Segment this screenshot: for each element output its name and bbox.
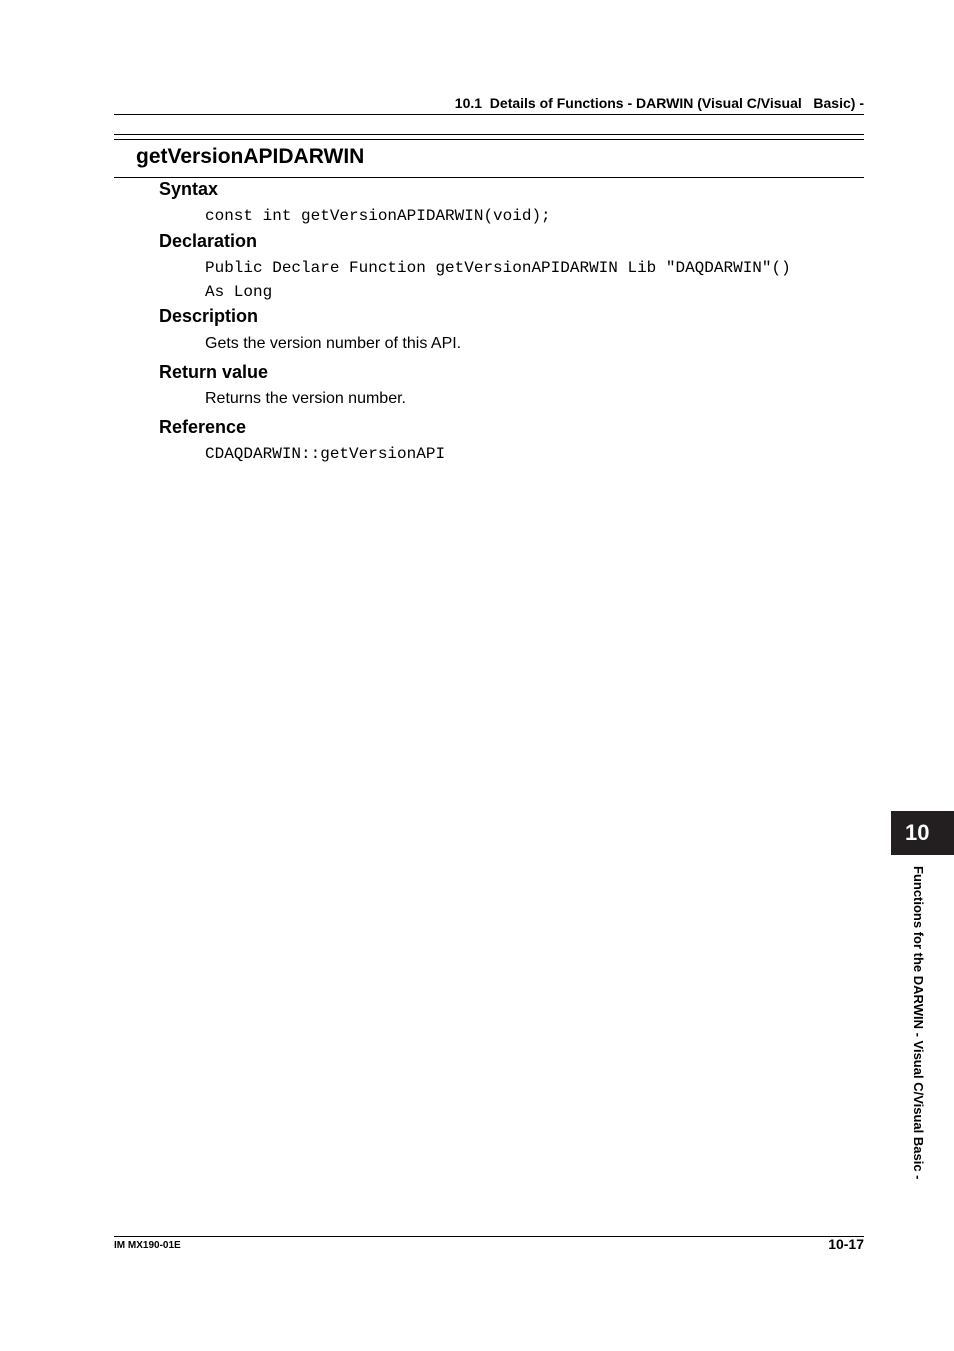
title-rule-bottom <box>114 177 864 178</box>
reference-code: CDAQDARWIN::getVersionAPI <box>205 445 446 463</box>
syntax-heading: Syntax <box>159 179 219 199</box>
chapter-tab: 10 <box>891 811 954 855</box>
title-rule-second <box>114 139 864 140</box>
declaration-code-line-1: Public Declare Function getVersionAPIDARWIN Lib "DAQDARWIN"() <box>205 259 791 277</box>
running-head: 10.1 Details of Functions - DARWIN (Visual C/Visual Basic) - <box>454 95 864 111</box>
footer-rule <box>114 1236 864 1237</box>
title-rule-top <box>114 134 864 135</box>
syntax-code: const int getVersionAPIDARWIN(void); <box>205 207 551 225</box>
description-text: Gets the version number of this API. <box>205 335 462 352</box>
description-heading: Description <box>159 306 259 326</box>
header-rule <box>114 114 864 115</box>
page-number: 10-17 <box>828 1236 864 1252</box>
declaration-heading: Declaration <box>159 231 258 251</box>
declaration-code-line-2: As Long <box>205 283 273 301</box>
footer-doc-id: IM MX190-01E <box>114 1240 181 1251</box>
return-value-heading: Return value <box>159 362 269 382</box>
return-value-text: Returns the version number. <box>205 390 406 407</box>
reference-heading: Reference <box>159 417 247 437</box>
function-title: getVersionAPIDARWIN <box>136 145 365 168</box>
chapter-side-title: Functions for the DARWIN - Visual C/Visual Basic - <box>911 866 926 1180</box>
